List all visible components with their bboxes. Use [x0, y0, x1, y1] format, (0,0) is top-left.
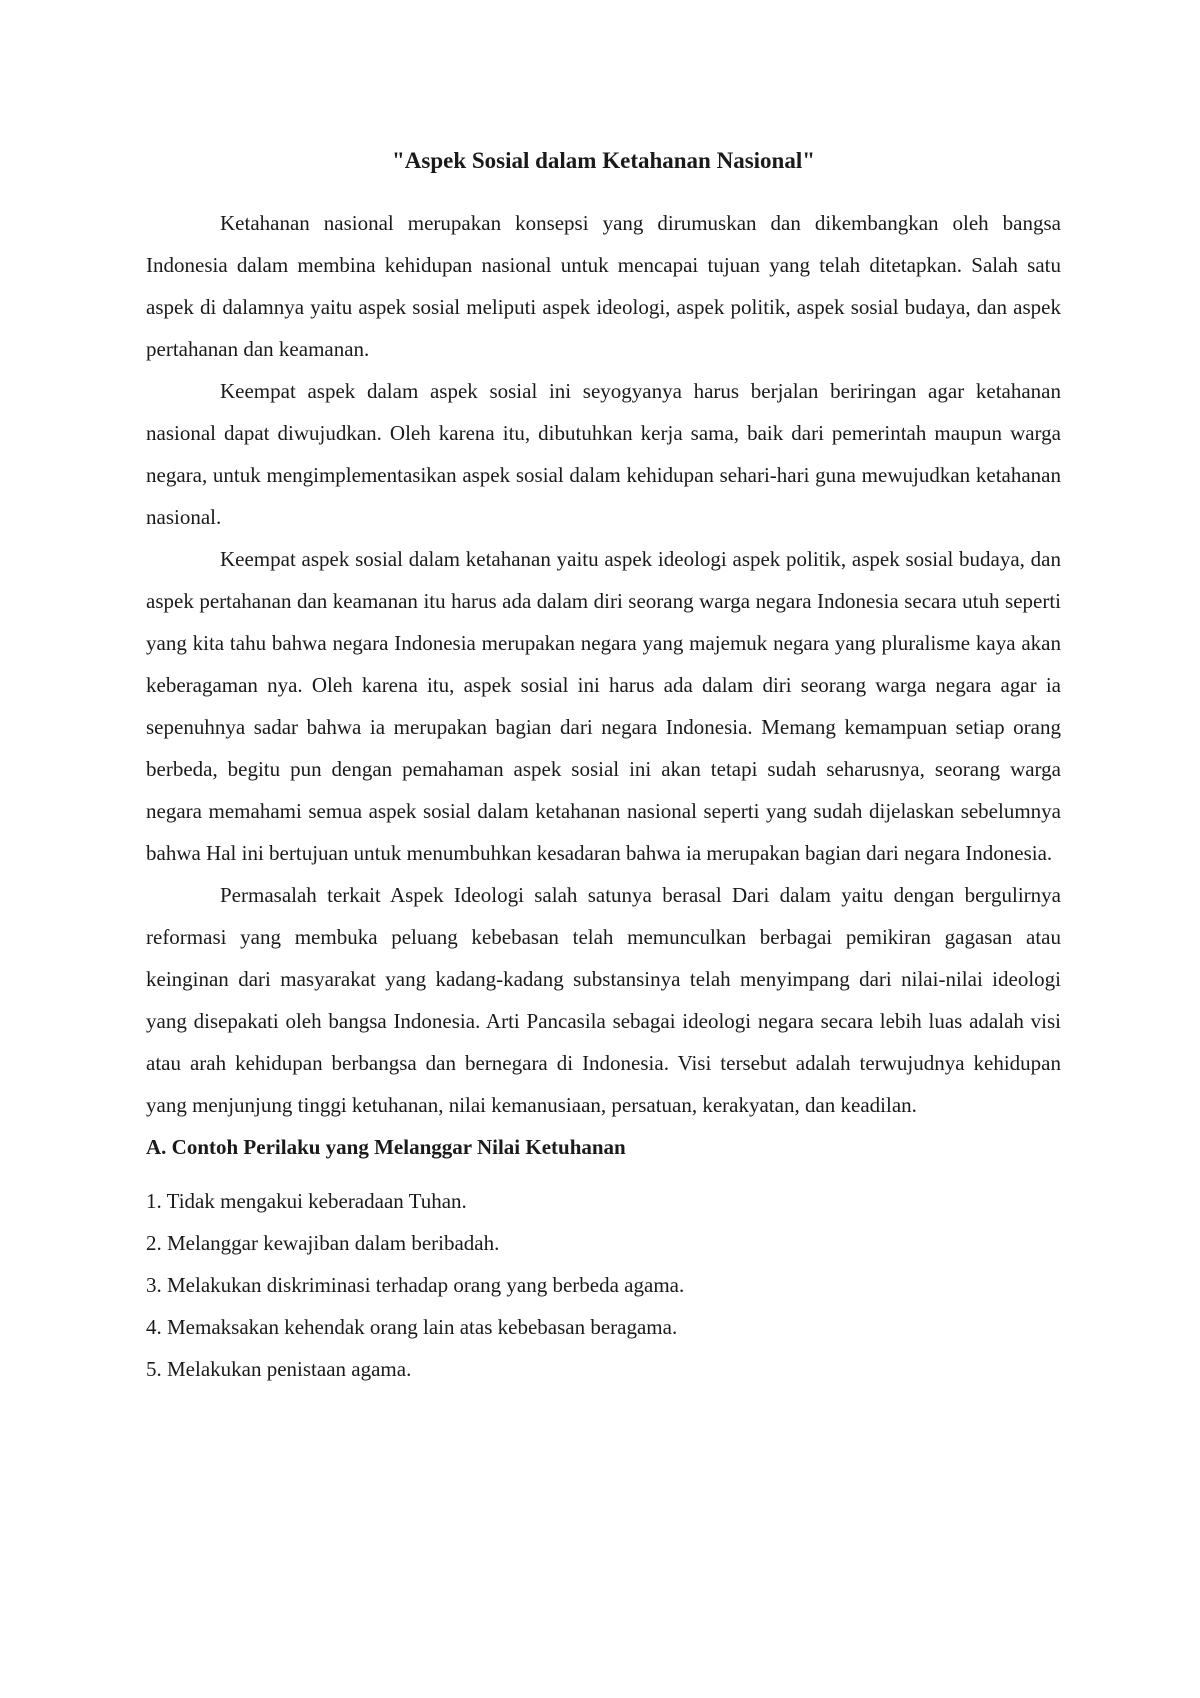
list-item: 1. Tidak mengakui keberadaan Tuhan. [146, 1189, 467, 1213]
behavior-list [146, 1180, 1061, 1390]
list-item: 4. Memaksakan kehendak orang lain atas kebebasan beragama. [146, 1315, 678, 1339]
list-item: 5. Melakukan penistaan agama. [146, 1357, 412, 1381]
document-body [146, 146, 1061, 1390]
section-heading: A. Contoh Perilaku yang Melanggar Nilai Ketuhanan [146, 1135, 626, 1159]
paragraph: Ketahanan nasional merupakan konsepsi yang dirumuskan dan dikembangkan oleh bangsa Indonesia dalam membina kehidupan nasional untuk mencapai tujuan yang telah ditetapkan. Salah satu aspek di dalamnya yaitu aspek sosial meliputi aspek ideologi, aspek politik, aspek sosial budaya, dan aspek pertahanan dan keamanan. [146, 211, 1061, 361]
paragraph: Permasalah terkait Aspek Ideologi salah satunya berasal Dari dalam yaitu dengan bergulirnya reformasi yang membuka peluang kebebasan telah memunculkan berbagai pemikiran gagasan atau keinginan dari masyarakat yang kadang-kadang substansinya telah menyimpang dari nilai-nilai ideologi yang disepakati oleh bangsa Indonesia. Arti Pancasila sebagai ideologi negara secara lebih luas adalah visi atau arah kehidupan berbangsa dan bernegara di Indonesia. Visi tersebut adalah terwujudnya kehidupan yang menjunjung tinggi ketuhanan, nilai kemanusiaan, persatuan, kerakyatan, dan keadilan. [146, 883, 1061, 1117]
list-item: 3. Melakukan diskriminasi terhadap orang yang berbeda agama. [146, 1273, 685, 1297]
document-title: "Aspek Sosial dalam Ketahanan Nasional" [391, 148, 816, 173]
list-item: 2. Melanggar kewajiban dalam beribadah. [146, 1231, 500, 1255]
paragraph: Keempat aspek dalam aspek sosial ini seyogyanya harus berjalan beriringan agar ketahanan nasional dapat diwujudkan. Oleh karena itu, dibutuhkan kerja sama, baik dari pemerintah maupun warga negara, untuk mengimplementasikan aspek sosial dalam kehidupan sehari-hari guna mewujudkan ketahanan nasional. [146, 379, 1061, 529]
paragraph: Keempat aspek sosial dalam ketahanan yaitu aspek ideologi aspek politik, aspek sosial budaya, dan aspek pertahanan dan keamanan itu harus ada dalam diri seorang warga negara Indonesia secara utuh seperti yang kita tahu bahwa negara Indonesia merupakan negara yang majemuk negara yang pluralisme kaya akan keberagaman nya. Oleh karena itu, aspek sosial ini harus ada dalam diri seorang warga negara agar ia sepenuhnya sadar bahwa ia merupakan bagian dari negara Indonesia. Memang kemampuan setiap orang berbeda, begitu pun dengan pemahaman aspek sosial ini akan tetapi sudah seharusnya, seorang warga negara memahami semua aspek sosial dalam ketahanan nasional seperti yang sudah dijelaskan sebelumnya bahwa Hal ini bertujuan untuk menumbuhkan kesadaran bahwa ia merupakan bagian dari negara Indonesia. [146, 547, 1061, 865]
